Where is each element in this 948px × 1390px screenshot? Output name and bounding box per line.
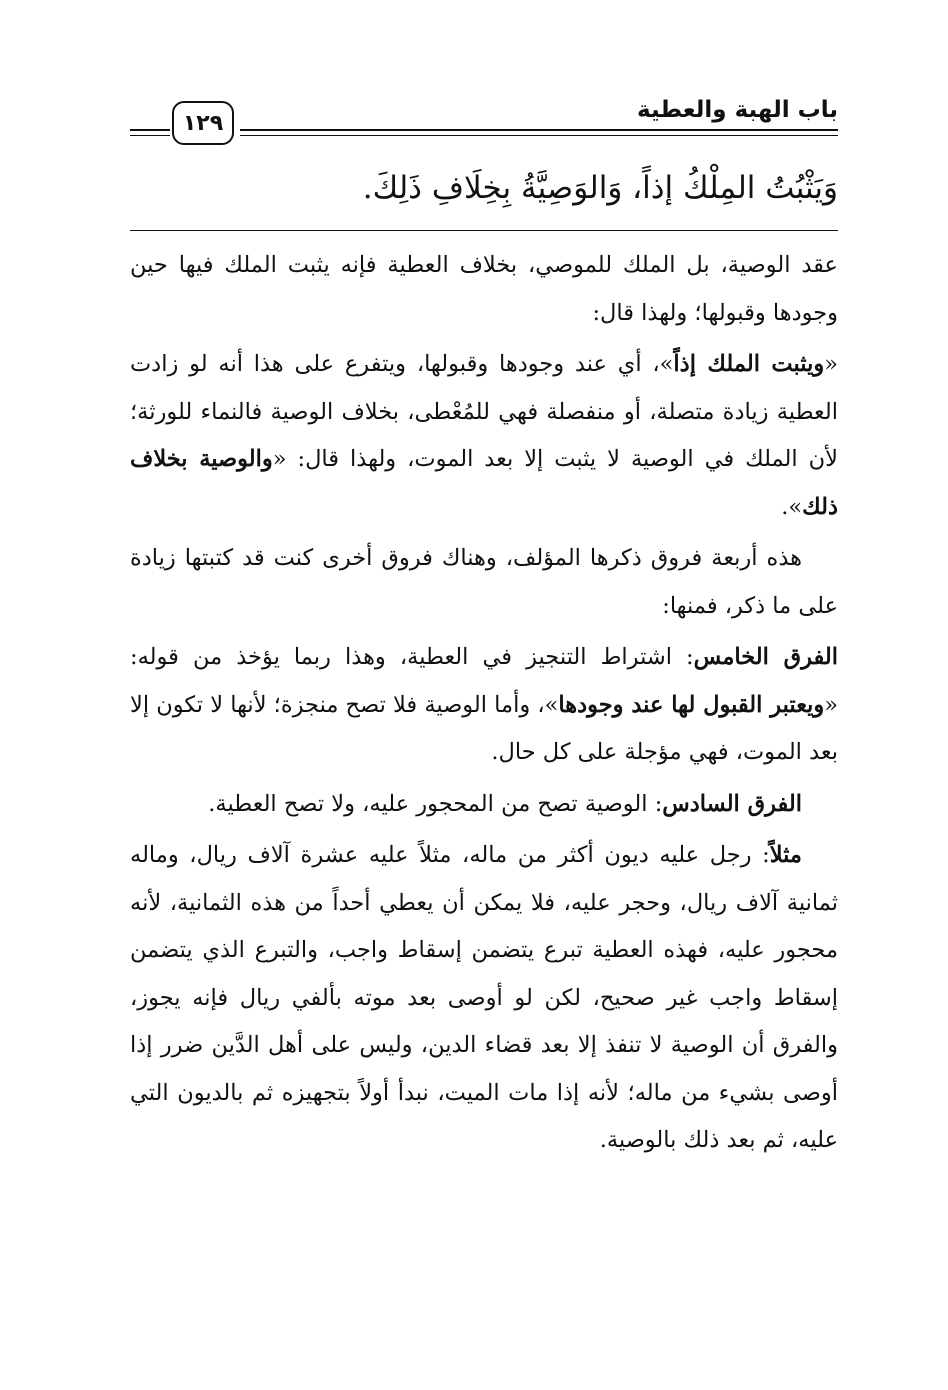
quoted-matn-1: ويثبت الملك إذاً (673, 351, 825, 377)
paragraph-3-text: هذه أربعة فروق ذكرها المؤلف، وهناك فروق أخرى كنت قد كتبتها زيادة على ما ذكر، فمنها: (130, 545, 838, 619)
paragraph-2 (130, 341, 838, 531)
example-label: مثلاً (769, 842, 802, 868)
paragraph-6 (130, 832, 838, 1165)
paragraph-4 (130, 634, 838, 777)
paragraph-1-text: عقد الوصية، بل الملك للموصي، بخلاف العطية فإنه يثبت الملك فيها حين وجودها وقبولها؛ ولهذا قال: (130, 252, 838, 326)
paragraph-4-text-1: : اشتراط التنجيز في العطية، وهذا ربما يؤخذ من قوله: « (130, 644, 838, 718)
paragraph-2-text-1: »، أي عند وجودها وقبولها، ويتفرع على هذا أنه لو زادت العطية زيادة متصلة، أو منفصلة فهي للمُعْطى، بخلاف الوصية فالنماء للورثة؛ لأن الملك في الوصية لا يثبت إلا بعد الموت، ولهذا قال: « (130, 351, 838, 472)
paragraph-3 (130, 535, 838, 630)
paragraph-1 (130, 242, 838, 337)
header-rule (240, 129, 838, 136)
sixth-difference-label: الفرق السادس (662, 790, 802, 817)
page-number-text: ١٢٩ (182, 110, 224, 136)
paragraph-6-text: : رجل عليه ديون أكثر من ماله، مثلاً عليه عشرة آلاف ريال، وماله ثمانية آلاف ريال، وحجر عليه، فلا يمكن أن يعطي أحداً من هذه الثمانية، لأنه محجور عليه، فهذه العطية تبرع يتضمن إسقاط واجب، والتبرع الذي يتضمن إسقاط واجب غير صحيح، لكن لو أوصى بعد موته بألفي ريال فإنه يجوز، والفرق أن الوصية لا تنفذ إلا بعد قضاء الدين، وليس على أهل الدَّين ضرر إذا أوصى بشيء من ماله؛ لأنه إذا مات الميت، نبدأ أولاً بتجهيزه ثم بالديون التي عليه، ثم بعد ذلك بالوصية. (130, 842, 838, 1153)
matn-verse: وَيَثْبُتُ المِلْكُ إذاً، وَالوَصِيَّةُ بِخِلَافِ ذَلِكَ. (362, 170, 838, 206)
chapter-title: باب الهبة والعطية (637, 97, 838, 123)
quote-open: « (824, 351, 838, 377)
paragraph-4-text-2: »، وأما الوصية فلا تصح منجزة؛ لأنها لا تكون إلا بعد الموت، فهي مؤجلة على كل حال. (130, 691, 838, 765)
paragraph-5 (130, 781, 838, 829)
header-rule-left (130, 129, 170, 136)
quoted-matn-2: والوصية بخلاف ذلك (130, 446, 838, 520)
matn-divider (130, 230, 838, 231)
page-number (172, 101, 234, 145)
paragraph-5-text: : الوصية تصح من المحجور عليه، ولا تصح العطية. (208, 790, 663, 817)
fifth-difference-label: الفرق الخامس (693, 644, 839, 670)
paragraph-2-text-2: ». (781, 493, 803, 520)
page-header (130, 95, 838, 155)
quoted-matn-3: ويعتبر القبول لها عند وجودها (558, 691, 825, 718)
commentary-body (130, 242, 838, 1165)
